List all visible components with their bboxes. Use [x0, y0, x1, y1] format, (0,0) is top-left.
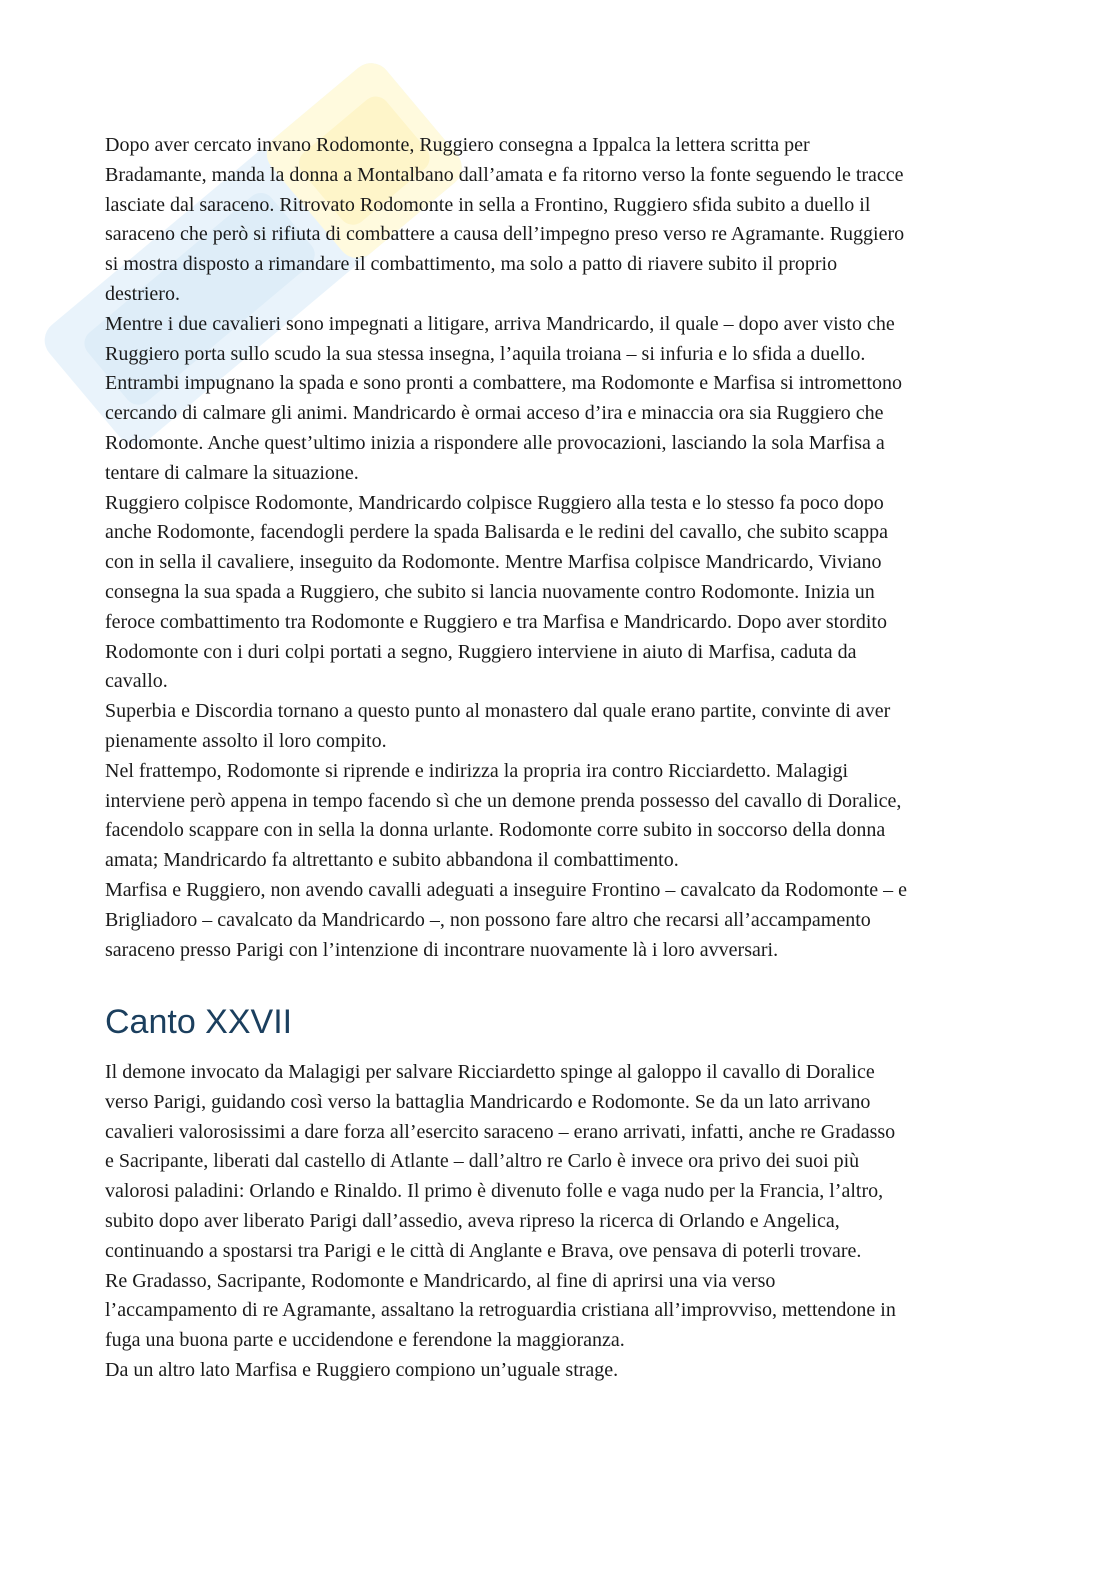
text-line: fuga una buona parte e uccidendone e ferendone la maggioranza.	[105, 1329, 625, 1352]
text-line: Nel frattempo, Rodomonte si riprende e indirizza la propria ira contro Ricciardetto. Malagigi	[105, 759, 849, 782]
text-line: l’accampamento di re Agramante, assaltano la retroguardia cristiana all’improvviso, mettendone in	[105, 1299, 896, 1322]
text-line: Bradamante, manda la donna a Montalbano dall’amata e fa ritorno verso la fonte seguendo le tracce	[105, 163, 904, 186]
paragraph	[105, 1267, 896, 1356]
text-line: facendolo scappare con in sella la donna urlante. Rodomonte corre subito in soccorso della donna	[105, 819, 886, 842]
text-line: Marfisa e Ruggiero, non avendo cavalli adeguati a inseguire Frontino – cavalcato da Rodomonte – e	[105, 878, 907, 901]
text-line: subito dopo aver liberato Parigi dall’assedio, aveva ripreso la ricerca di Orlando e Angelica,	[105, 1209, 840, 1232]
text-line: lasciate dal saraceno. Ritrovato Rodomonte in sella a Frontino, Ruggiero sfida subito a duello il	[105, 193, 871, 216]
paragraph	[105, 489, 907, 698]
text-line: Entrambi impugnano la spada e sono pronti a combattere, ma Rodomonte e Marfisa si intromettono	[105, 372, 903, 395]
paragraph	[105, 697, 907, 757]
paragraph	[105, 876, 907, 965]
text-line: tentare di calmare la situazione.	[105, 461, 359, 484]
text-line: con in sella il cavaliere, inseguito da Rodomonte. Mentre Marfisa colpisce Mandricardo, Viviano	[105, 551, 882, 574]
text-line: Ruggiero colpisce Rodomonte, Mandricardo colpisce Ruggiero alla testa e lo stesso fa poco dopo	[105, 491, 884, 514]
text-line: Brigliadoro – cavalcato da Mandricardo –, non possono fare altro che recarsi all’accampamento	[105, 908, 871, 931]
paragraph	[105, 757, 907, 876]
section-1-text	[105, 131, 907, 965]
text-line: amata; Mandricardo fa altrettanto e subito abbandona il combattimento.	[105, 849, 679, 872]
text-line: Dopo aver cercato invano Rodomonte, Ruggiero consegna a Ippalca la lettera scritta per	[105, 134, 810, 156]
text-line: si mostra disposto a rimandare il combattimento, ma solo a patto di riavere subito il proprio	[105, 253, 838, 276]
text-line: verso Parigi, guidando così verso la battaglia Mandricardo e Rodomonte. Se da un lato arrivano	[105, 1090, 871, 1113]
section-2-text	[105, 1058, 896, 1386]
text-line: pienamente assolto il loro compito.	[105, 729, 387, 752]
text-line: valorosi paladini: Orlando e Rinaldo. Il primo è divenuto folle e vaga nudo per la Francia, l’altro,	[105, 1180, 884, 1203]
text-line: Superbia e Discordia tornano a questo punto al monastero dal quale erano partite, convinte di aver	[105, 700, 891, 723]
text-line: saraceno che però si rifiuta di combattere a causa dell’impegno preso verso re Agramante. Ruggiero	[105, 223, 905, 246]
paragraph	[105, 131, 907, 310]
text-line: Il demone invocato da Malagigi per salvare Ricciardetto spinge al galoppo il cavallo di Doralice	[105, 1061, 875, 1083]
text-line: cercando di calmare gli animi. Mandricardo è ormai acceso d’ira e minaccia ora sia Ruggiero che	[105, 402, 884, 425]
text-line: e Sacripante, liberati dal castello di Atlante – dall’altro re Carlo è invece ora privo dei suoi più	[105, 1150, 860, 1173]
text-line: Re Gradasso, Sacripante, Rodomonte e Mandricardo, al fine di aprirsi una via verso	[105, 1269, 776, 1292]
section-heading: Canto XXVII	[105, 1003, 293, 1041]
paragraph	[105, 1356, 896, 1386]
text-line: Rodomonte con i duri colpi portati a segno, Ruggiero interviene in aiuto di Marfisa, caduta da	[105, 640, 857, 663]
text-line: cavallo.	[105, 670, 168, 693]
text-line: continuando a spostarsi tra Parigi e le città di Anglante e Brava, ove pensava di poterli trovare.	[105, 1239, 862, 1262]
text-line: Mentre i due cavalieri sono impegnati a litigare, arriva Mandricardo, il quale – dopo aver visto che	[105, 312, 895, 335]
paragraph	[105, 310, 907, 489]
text-line: interviene però appena in tempo facendo sì che un demone prenda possesso del cavallo di Doralice,	[105, 789, 902, 812]
paragraph	[105, 1058, 896, 1267]
text-line: consegna la sua spada a Ruggiero, che subito si lancia nuovamente contro Rodomonte. Inizia un	[105, 580, 875, 603]
text-line: anche Rodomonte, facendogli perdere la spada Balisarda e le redini del cavallo, che subito scappa	[105, 521, 889, 544]
text-line: Rodomonte. Anche quest’ultimo inizia a rispondere alle provocazioni, lasciando la sola Marfisa a	[105, 431, 885, 454]
text-line: cavalieri valorosissimi a dare forza all’esercito saraceno – erano arrivati, infatti, anche re Gradasso	[105, 1120, 896, 1143]
text-line: saraceno presso Parigi con l’intenzione di incontrare nuovamente là i loro avversari.	[105, 938, 779, 961]
text-line: Da un altro lato Marfisa e Ruggiero compiono un’uguale strage.	[105, 1358, 619, 1381]
text-line: feroce combattimento tra Rodomonte e Ruggiero e tra Marfisa e Mandricardo. Dopo aver stordito	[105, 610, 887, 633]
text-line: Ruggiero porta sullo scudo la sua stessa insegna, l’aquila troiana – si infuria e lo sfida a duello.	[105, 342, 866, 365]
text-line: destriero.	[105, 282, 180, 305]
